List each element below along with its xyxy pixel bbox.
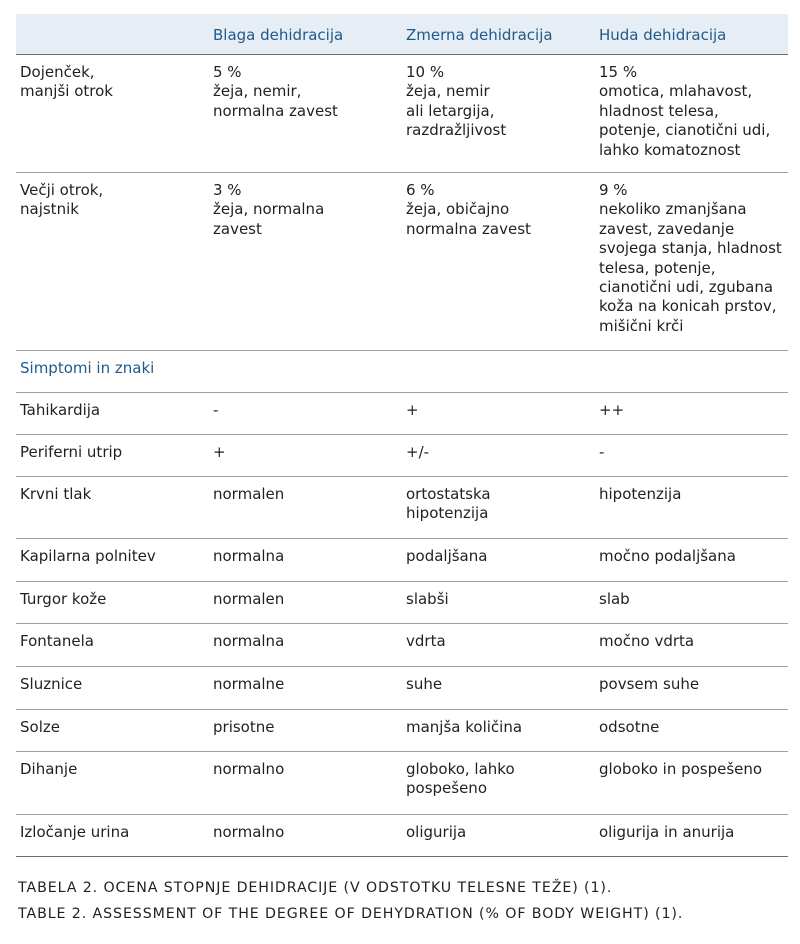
table-row — [16, 435, 788, 477]
cell-mild: - — [213, 401, 219, 419]
cell-severe: 9 % nekoliko zmanjšana zavest, zavedanje svojega stanja, hladnost telesa, potenje, cianotični udi, zgubana koža na konicah prstov, mišični krči — [599, 181, 782, 335]
header-mild: Blaga dehidracija — [213, 26, 344, 44]
table-row — [16, 624, 788, 667]
table-row-older-child — [16, 173, 788, 351]
cell-severe: hipotenzija — [599, 485, 682, 503]
table-row-infant — [16, 55, 788, 173]
cell-moderate: globoko, lahko pospešeno — [406, 760, 515, 798]
table-row — [16, 393, 788, 435]
table-row — [16, 752, 788, 815]
section-row — [16, 351, 788, 393]
row-label: Periferni utrip — [20, 443, 123, 461]
table-row — [16, 710, 788, 752]
cell-moderate: podaljšana — [406, 547, 488, 565]
table-row — [16, 582, 788, 624]
cell-severe: slab — [599, 590, 630, 608]
cell-moderate: 10 % žeja, nemir ali letargija, razdražljivost — [406, 63, 507, 140]
table-row — [16, 477, 788, 539]
cell-moderate: manjša količina — [406, 718, 523, 736]
cell-mild: normalno — [213, 760, 285, 778]
cell-moderate: vdrta — [406, 632, 446, 650]
header-severe: Huda dehidracija — [599, 26, 727, 44]
cell-moderate: oligurija — [406, 823, 467, 841]
cell-moderate: +/- — [406, 443, 430, 461]
header-moderate: Zmerna dehidracija — [406, 26, 553, 44]
row-label: Kapilarna polnitev — [20, 547, 156, 565]
caption-slovenian: TABELA 2. OCENA STOPNJE DEHIDRACIJE (V ODSTOTKU TELESNE TEŽE) (1). — [18, 880, 613, 896]
cell-moderate: + — [406, 401, 419, 419]
cell-severe: ++ — [599, 401, 625, 419]
caption-english: TABLE 2. ASSESSMENT OF THE DEGREE OF DEHYDRATION (% OF BODY WEIGHT) (1). — [18, 906, 684, 922]
row-label: Solze — [20, 718, 60, 736]
cell-severe: povsem suhe — [599, 675, 700, 693]
cell-mild: normalne — [213, 675, 285, 693]
section-title: Simptomi in znaki — [20, 359, 155, 377]
cell-mild: normalen — [213, 590, 285, 608]
row-label: Fontanela — [20, 632, 94, 650]
row-label: Dihanje — [20, 760, 78, 778]
cell-severe: močno vdrta — [599, 632, 695, 650]
table-header — [16, 14, 788, 55]
cell-mild: normalna — [213, 632, 285, 650]
row-label: Tahikardija — [20, 401, 101, 419]
cell-mild: 3 % žeja, normalna zavest — [213, 181, 325, 238]
cell-mild: normalen — [213, 485, 285, 503]
row-label: Dojenček, manjši otrok — [20, 63, 113, 101]
cell-mild: prisotne — [213, 718, 275, 736]
cell-mild: normalno — [213, 823, 285, 841]
cell-severe: 15 % omotica, mlahavost, hladnost telesa, potenje, cianotični udi, lahko komatoznost — [599, 63, 771, 159]
cell-mild: normalna — [213, 547, 285, 565]
table-row — [16, 815, 788, 857]
cell-severe: močno podaljšana — [599, 547, 736, 565]
table-row — [16, 667, 788, 710]
row-label: Sluznice — [20, 675, 83, 693]
cell-mild: 5 % žeja, nemir, normalna zavest — [213, 63, 338, 120]
dehydration-table — [16, 14, 788, 857]
cell-severe: oligurija in anurija — [599, 823, 735, 841]
row-label: Izločanje urina — [20, 823, 130, 841]
cell-mild: + — [213, 443, 226, 461]
cell-moderate: slabši — [406, 590, 449, 608]
cell-severe: - — [599, 443, 605, 461]
cell-severe: globoko in pospešeno — [599, 760, 763, 778]
cell-moderate: ortostatska hipotenzija — [406, 485, 491, 523]
row-label: Krvni tlak — [20, 485, 92, 503]
cell-moderate: 6 % žeja, običajno normalna zavest — [406, 181, 531, 238]
row-label: Večji otrok, najstnik — [20, 181, 104, 219]
cell-severe: odsotne — [599, 718, 660, 736]
table-row — [16, 539, 788, 582]
cell-moderate: suhe — [406, 675, 443, 693]
row-label: Turgor kože — [20, 590, 107, 608]
